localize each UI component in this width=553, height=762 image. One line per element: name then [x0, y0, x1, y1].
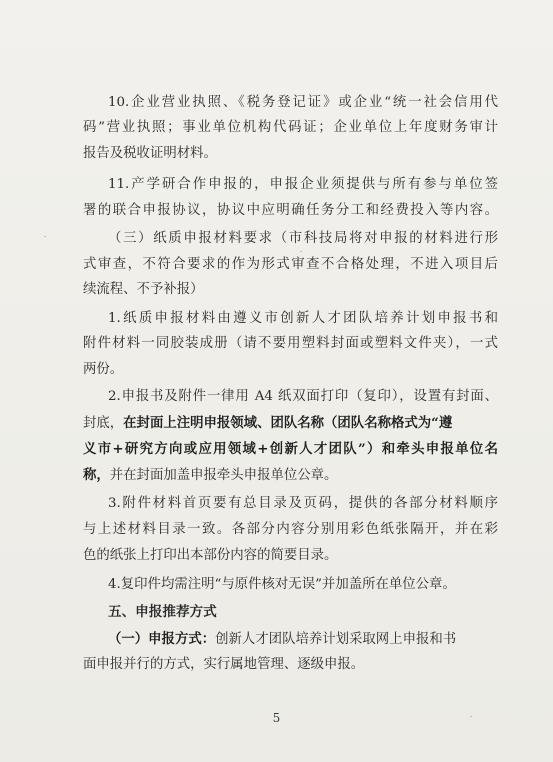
page-number: 5: [272, 711, 281, 725]
text-line: [108, 629, 498, 649]
text-line: 2.申报书及附件一律用 A4 纸双面打印（复印），设置有封面、: [108, 389, 498, 404]
bold-text-fragment: 称，: [83, 467, 110, 483]
bold-text-fragment: 在封面上注明申报领域、团队名称（团队名称格式为“遵: [123, 415, 453, 431]
text-line: 11.产学研合作申报的，申报企业须提供与所有参与单位签: [108, 177, 498, 192]
bold-text-fragment: （一）申报方式：: [108, 631, 216, 647]
section-heading: 五、申报推荐方式: [108, 604, 217, 620]
text-line: 色的纸张上打印出本部份内容的简要目录。: [83, 548, 338, 563]
text-line: 3.附件材料首页要有总目录及页码，提供的各部分材料顺序: [108, 496, 498, 511]
text-fragment: 封底，: [83, 416, 124, 431]
scan-speck: [300, 251, 302, 252]
text-line: 报告及税收证明材料。: [83, 146, 217, 161]
scan-speck: [470, 716, 472, 717]
text-line: [83, 413, 498, 433]
text-fragment: 创新人才团队培养计划采取网上申报和书: [215, 632, 457, 647]
text-fragment: 并在封面加盖申报牵头申报单位公章。: [109, 468, 338, 483]
text-line: 面申报并行的方式，实行属地管理、逐级申报。: [83, 657, 365, 672]
text-line: 两份。: [83, 362, 124, 377]
text-line: 式审查，不符合要求的作为形式审查不合格处理，不进入项目后: [83, 257, 498, 272]
text-line: 4.复印件均需注明“与原件核对无误”并加盖所在单位公章。: [108, 577, 456, 592]
text-line: （三）纸质申报材料要求（市科技局将对申报的材料进行形: [108, 231, 498, 246]
scan-speck: [44, 236, 46, 237]
text-line: 附件材料一同胶装成册（请不要用塑料封面或塑料文件夹），一式: [83, 336, 498, 351]
bold-text-line: 义市+研究方向或应用领域+创新人才团队”）和牵头申报单位名: [83, 441, 498, 457]
text-line: 10.企业营业执照、《税务登记证》或企业“统一社会信用代: [108, 95, 498, 110]
text-line: 与上述材料目录一致。各部分内容分别用彩色纸张隔开，并在彩: [83, 522, 498, 537]
text-line: 码”营业执照；事业单位机构代码证；企业单位上年度财务审计: [83, 120, 498, 135]
text-line: 续流程、不予补报）: [83, 282, 204, 297]
text-line: 1.纸质申报材料由遵义市创新人才团队培养计划申报书和: [108, 311, 498, 326]
text-line: [83, 465, 498, 485]
text-line: 署的联合申报协议，协议中应明确任务分工和经费投入等内容。: [83, 203, 498, 218]
